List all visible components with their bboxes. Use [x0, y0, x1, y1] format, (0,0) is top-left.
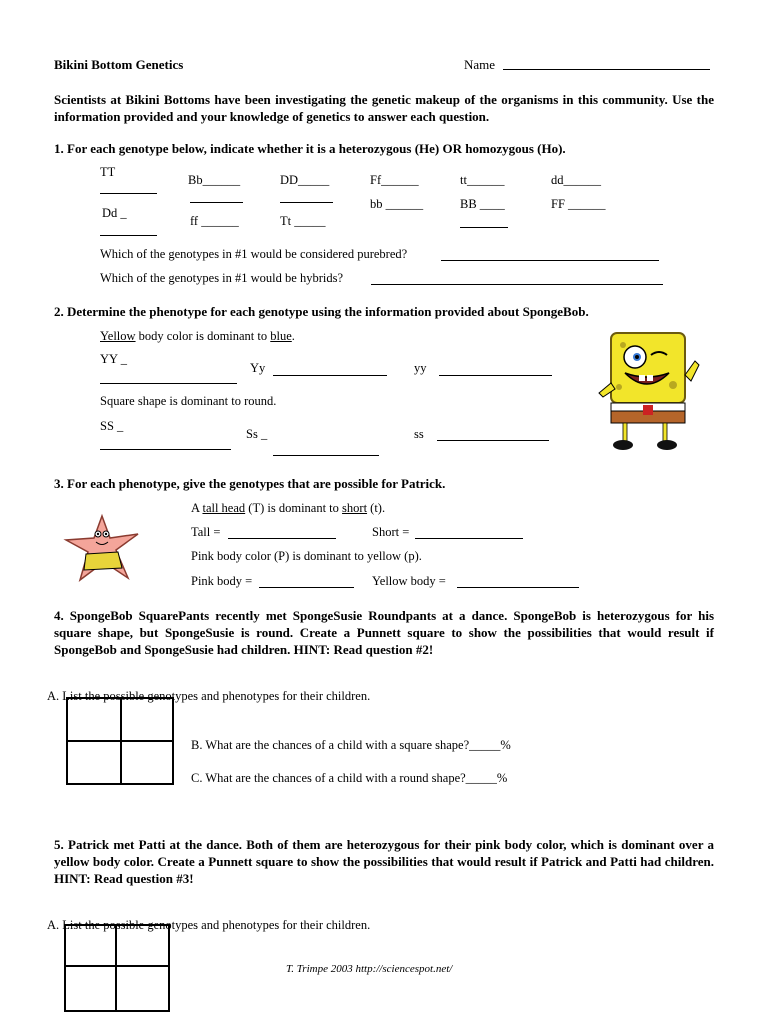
- hybrids-question: Which of the genotypes in #1 would be hybrids?: [100, 271, 344, 285]
- q4-part-c: C. What are the chances of a child with a round shape?_____%: [191, 771, 508, 785]
- genotype-DD: DD_____: [280, 173, 330, 187]
- pink-blank[interactable]: [259, 587, 354, 588]
- blank-BB[interactable]: [460, 227, 508, 228]
- punnett-square-q5[interactable]: [64, 924, 170, 1012]
- yellow-label: Yellow body =: [372, 574, 446, 588]
- name-label: Name: [464, 57, 496, 72]
- patrick-image: [62, 512, 142, 584]
- genotype-dd: dd______: [551, 173, 601, 187]
- blank-ss[interactable]: [437, 440, 549, 441]
- genotype-yy: yy: [414, 361, 427, 375]
- blank-Yy[interactable]: [273, 375, 387, 376]
- punnett-square-q4[interactable]: [66, 697, 174, 785]
- genotype-Ss: Ss _: [246, 427, 268, 441]
- blank-yy[interactable]: [439, 375, 552, 376]
- blank-DD[interactable]: [280, 202, 333, 203]
- q5-text: 5. Patrick met Patti at the dance. Both of them are heterozygous for their pink body color, which is dominant over a yellow body color. Create a Punnett square to show the possibilities that would result if Patrick and Patti had children. HINT: Read question #3!: [54, 837, 714, 886]
- blank-TT[interactable]: [100, 193, 157, 194]
- blank-SS[interactable]: [100, 449, 231, 450]
- q3-rule-head: A tall head (T) is dominant to short (t).: [191, 501, 386, 515]
- q2-rule-color: Yellow body color is dominant to blue.: [100, 329, 295, 343]
- q4-part-b: B. What are the chances of a child with a square shape?_____%: [191, 738, 511, 752]
- genotype-FF: FF ______: [551, 197, 606, 211]
- genotype-ff: ff ______: [190, 214, 239, 228]
- genotype-SS: SS _: [100, 419, 124, 433]
- q1-heading: 1. For each genotype below, indicate whether it is a heterozygous (He) OR homozygous (Ho).: [54, 141, 566, 156]
- genotype-bb: bb ______: [370, 197, 424, 211]
- spongebob-image: [593, 325, 703, 455]
- genotype-Yy: Yy: [250, 361, 266, 375]
- q5-part-a: A. List the possible genotypes and phenotypes for their children.: [47, 918, 371, 932]
- tall-blank[interactable]: [228, 538, 336, 539]
- pink-label: Pink body =: [191, 574, 253, 588]
- genotype-Bb: Bb______: [188, 173, 241, 187]
- name-blank[interactable]: [503, 69, 710, 70]
- genotype-TT: TT: [100, 165, 116, 179]
- purebred-question: Which of the genotypes in #1 would be considered purebred?: [100, 247, 408, 261]
- blank-Bb[interactable]: [190, 202, 243, 203]
- genotype-YY: YY _: [100, 352, 127, 366]
- genotype-Dd: Dd _: [102, 206, 127, 220]
- blank-YY[interactable]: [100, 383, 237, 384]
- genotype-BB: BB ____: [460, 197, 505, 211]
- q4-text: 4. SpongeBob SquarePants recently met SpongeSusie Roundpants at a dance. SpongeBob is heterozygous for his square shape, but SpongeSusie is round. Create a Punnett square to show the possibilities that would result if SpongeBob and SpongeSusie had children. HINT: Read question #2!: [54, 608, 714, 657]
- genotype-tt: tt______: [460, 173, 505, 187]
- q2-heading: 2. Determine the phenotype for each genotype using the information provided about SpongeBob.: [54, 304, 589, 319]
- genotype-Tt: Tt _____: [280, 214, 326, 228]
- genotype-Ff: Ff______: [370, 173, 419, 187]
- footer-credit: T. Trimpe 2003 http://sciencespot.net/: [286, 963, 453, 975]
- intro-text: Scientists at Bikini Bottoms have been investigating the genetic makeup of the organisms in this community. Use the information provided and your knowledge of genetics to answer each question.: [54, 92, 714, 124]
- yellow-blank[interactable]: [457, 587, 579, 588]
- purebred-blank[interactable]: [441, 260, 659, 261]
- q3-rule-color: Pink body color (P) is dominant to yellow (p).: [191, 549, 422, 563]
- worksheet-title: Bikini Bottom Genetics: [54, 57, 184, 72]
- q3-heading: 3. For each phenotype, give the genotypes that are possible for Patrick.: [54, 476, 446, 491]
- blank-Dd[interactable]: [100, 235, 157, 236]
- q4-part-a: A. List the possible genotypes and phenotypes for their children.: [47, 689, 371, 703]
- blank-Ss[interactable]: [273, 455, 379, 456]
- tall-label: Tall =: [191, 525, 221, 539]
- short-blank[interactable]: [415, 538, 523, 539]
- hybrids-blank[interactable]: [371, 284, 663, 285]
- q2-rule-shape: Square shape is dominant to round.: [100, 394, 277, 408]
- short-label: Short =: [372, 525, 410, 539]
- genotype-ss: ss: [414, 427, 424, 441]
